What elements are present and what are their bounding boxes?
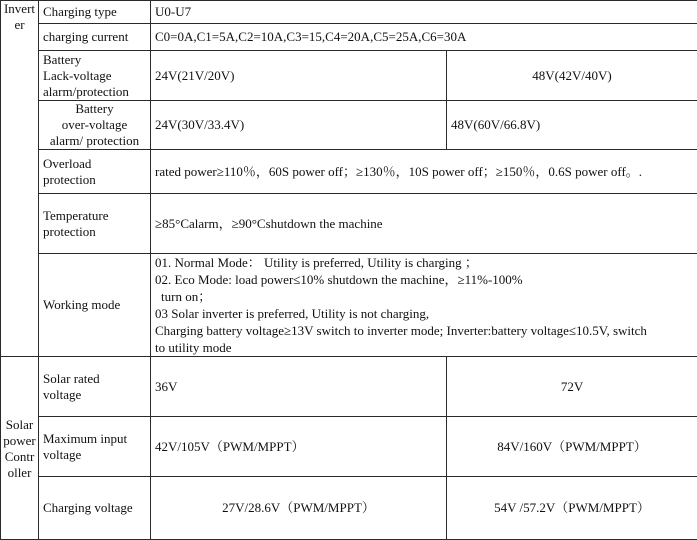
temperature-protection-label: Temperature protection — [39, 194, 151, 254]
battery-over-voltage-24v: 24V(30V/33.4V) — [151, 101, 447, 150]
overload-protection-value: rated power≥110％，60S power off；≥130％，10S power off；≥150％，0.6S power off。. — [151, 150, 697, 194]
solar-rated-voltage-label: Solar rated voltage — [39, 357, 151, 417]
working-mode-label: Working mode — [39, 254, 151, 357]
battery-lack-voltage-24v: 24V(21V/20V) — [151, 51, 447, 101]
working-mode-line: 02. Eco Mode: load power≤10% shutdown the machine，≥11%-100% — [155, 271, 693, 288]
battery-lack-voltage-label: Battery Lack-voltage alarm/protection — [39, 51, 151, 101]
solar-rated-voltage-48v: 72V — [447, 357, 697, 417]
row-working-mode — [1, 254, 697, 357]
working-mode-line: Charging battery voltage≥13V switch to inverter mode; Inverter:battery voltage≤10.5V, switch — [155, 322, 693, 339]
charging-current-label: charging current — [39, 24, 151, 51]
battery-over-voltage-label: Battery over-voltage alarm/ protection — [39, 101, 151, 150]
row-solar-rated-voltage — [1, 357, 697, 417]
working-mode-line: turn on； — [155, 288, 693, 305]
row-temperature-protection — [1, 194, 697, 254]
solar-rated-voltage-24v: 36V — [151, 357, 447, 417]
charging-type-label: Charging type — [39, 1, 151, 24]
working-mode-value — [151, 254, 697, 357]
row-charging-type — [1, 1, 697, 24]
row-overload-protection — [1, 150, 697, 194]
max-input-voltage-label: Maximum input voltage — [39, 417, 151, 477]
overload-protection-label: Overload protection — [39, 150, 151, 194]
row-max-input-voltage — [1, 417, 697, 477]
row-charging-current — [1, 24, 697, 51]
charging-voltage-24v: 27V/28.6V（PWM/MPPT） — [151, 477, 447, 540]
max-input-voltage-48v: 84V/160V（PWM/MPPT） — [447, 417, 697, 477]
max-input-voltage-24v: 42V/105V（PWM/MPPT） — [151, 417, 447, 477]
temperature-protection-value: ≥85°Calarm，≥90°Cshutdown the machine — [151, 194, 697, 254]
section-inverter: Inverter — [1, 1, 39, 357]
battery-lack-voltage-48v: 48V(42V/40V) — [447, 51, 697, 101]
working-mode-line: 03 Solar inverter is preferred, Utility is not charging, — [155, 305, 693, 322]
section-solar-controller: Solar power Controller — [1, 357, 39, 540]
battery-over-voltage-48v: 48V(60V/66.8V) — [447, 101, 697, 150]
charging-type-value: U0-U7 — [151, 1, 697, 24]
charging-current-value: C0=0A,C1=5A,C2=10A,C3=15,C4=20A,C5=25A,C6=30A — [151, 24, 697, 51]
working-mode-line: to utility mode — [155, 339, 693, 356]
charging-voltage-48v: 54V /57.2V（PWM/MPPT） — [447, 477, 697, 540]
row-charging-voltage — [1, 477, 697, 540]
charging-voltage-label: Charging voltage — [39, 477, 151, 540]
row-battery-lack-voltage — [1, 51, 697, 101]
row-battery-over-voltage — [1, 101, 697, 150]
working-mode-line: 01. Normal Mode： Utility is preferred, Utility is charging ； — [155, 254, 693, 271]
